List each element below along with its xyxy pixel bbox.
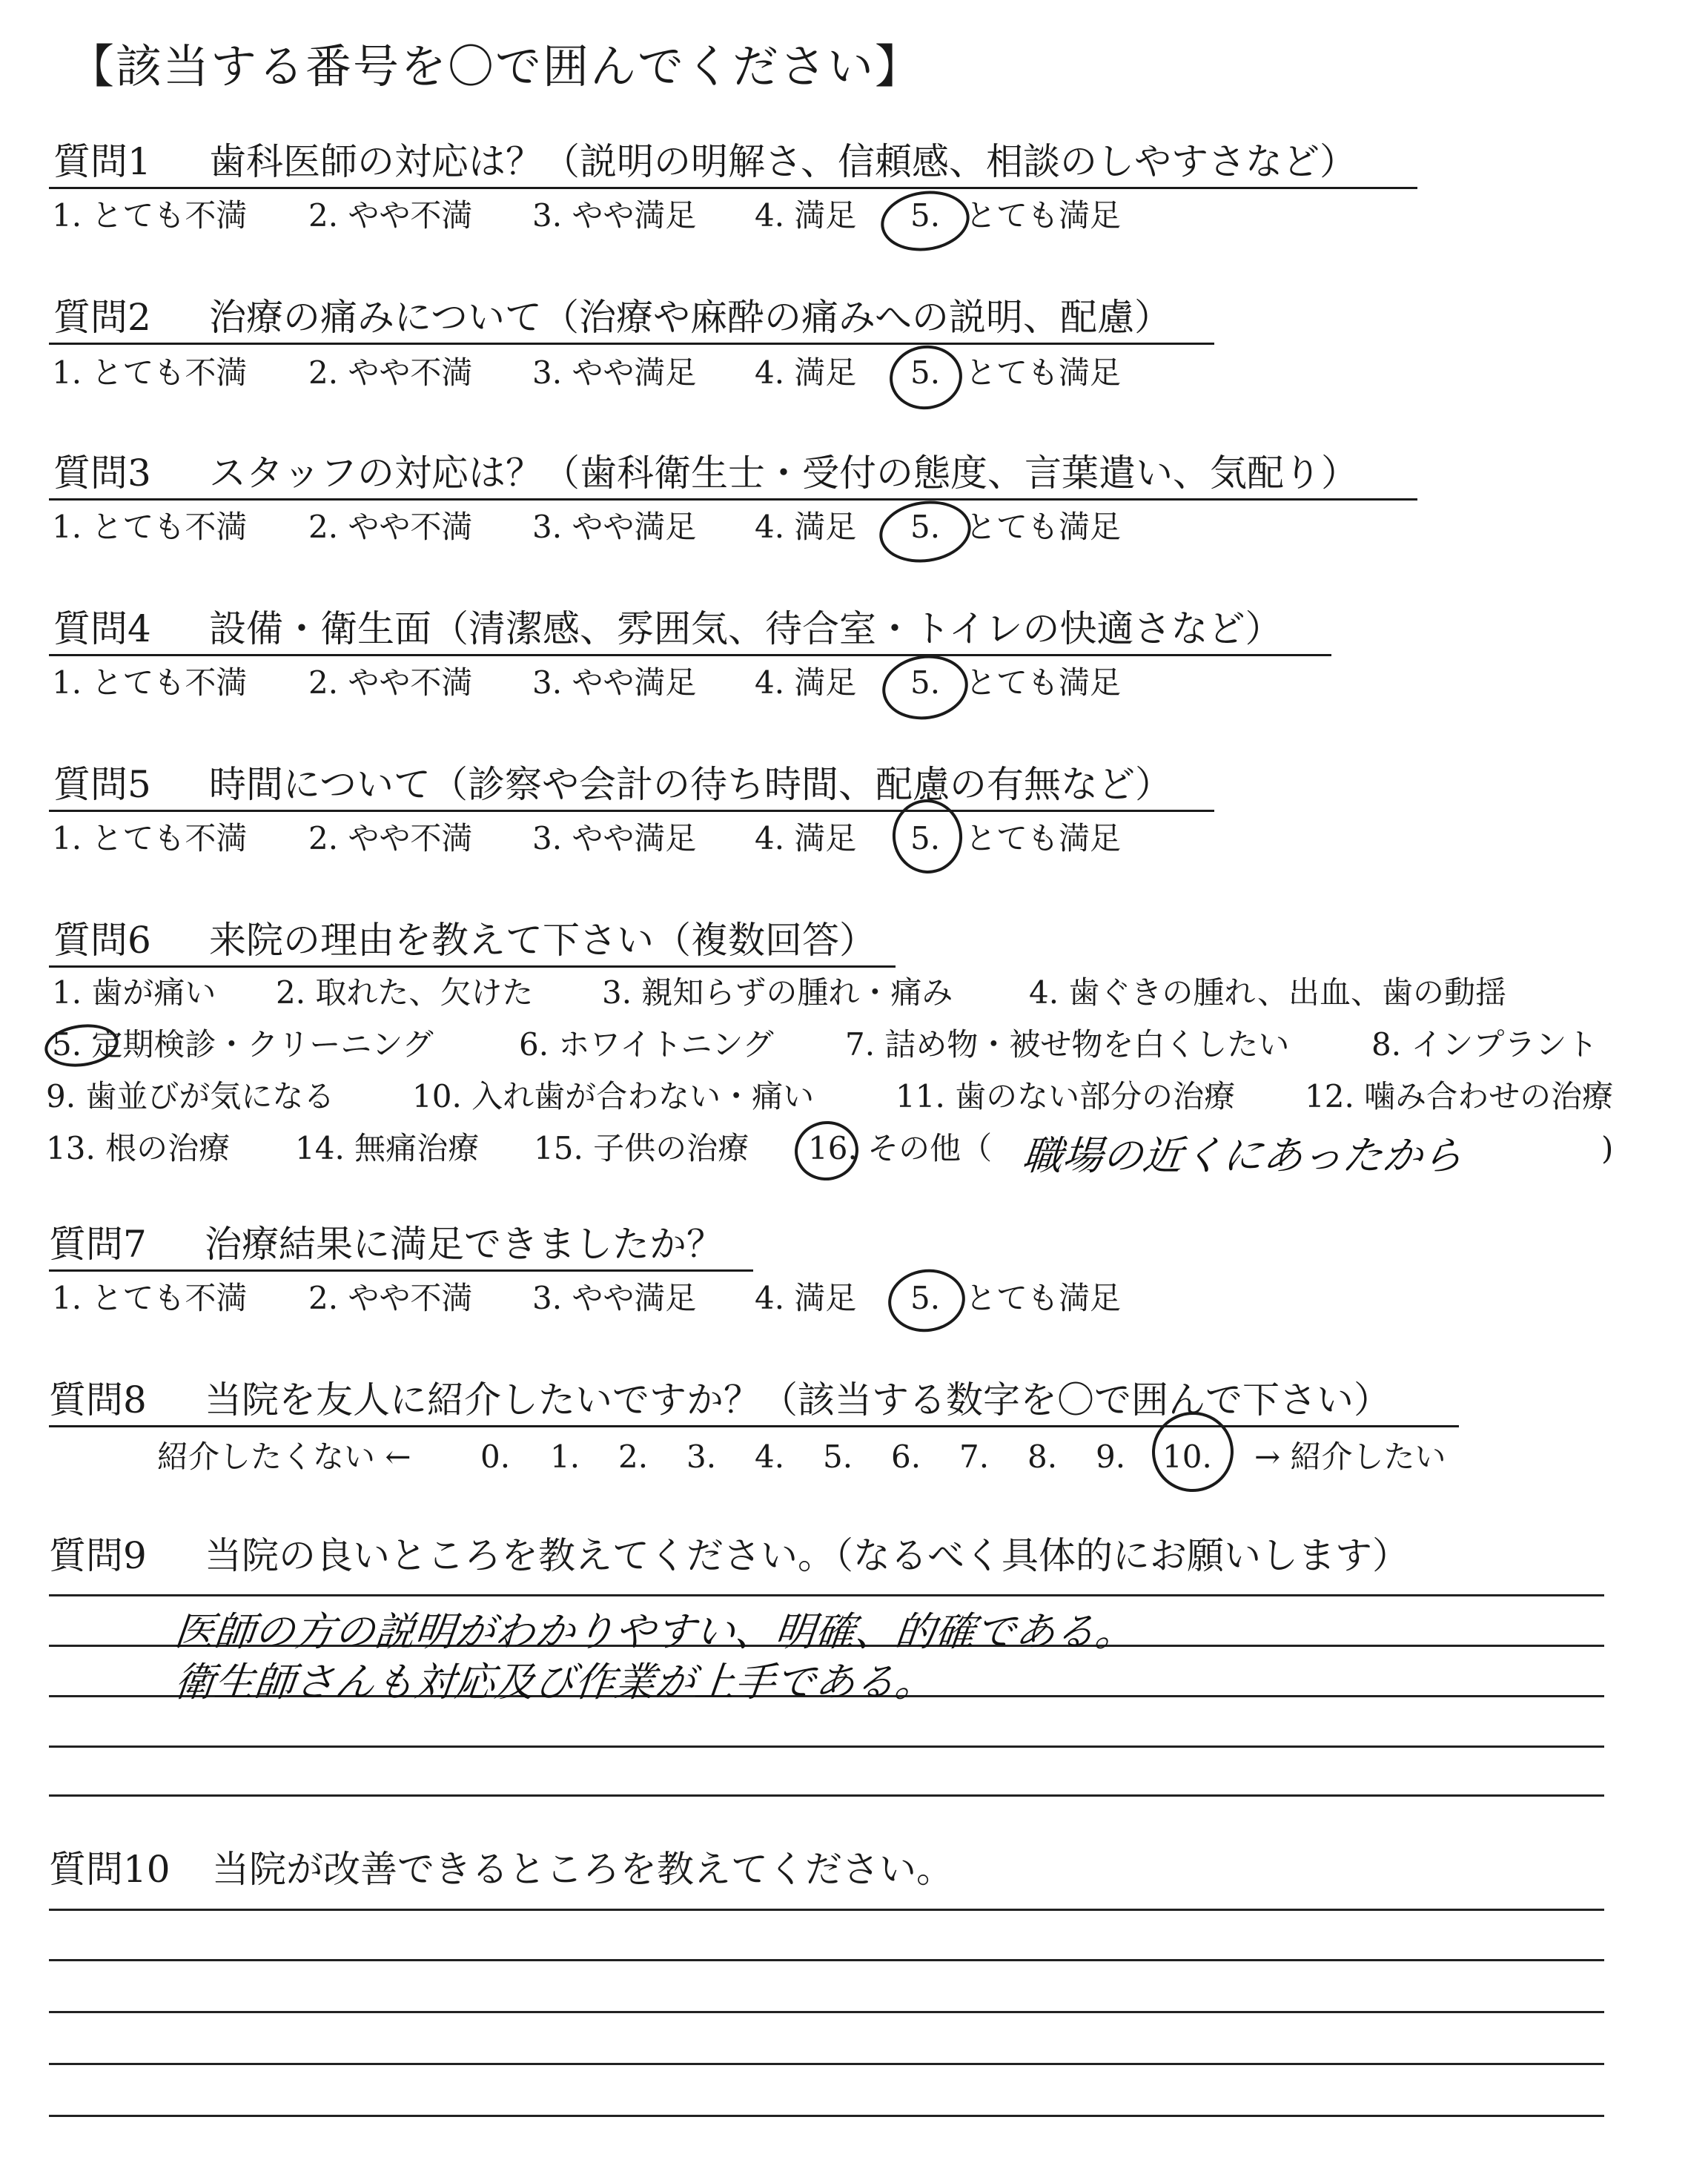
q3-option-4[interactable]: 4. 満足	[755, 509, 857, 545]
q4-selection-circle	[878, 650, 973, 724]
question-8-text: 当院を友人に紹介したいですか？（該当する数字を〇で囲んで下さい）	[205, 1378, 1391, 1421]
q7-option-3[interactable]: 3. やや満足	[532, 1280, 697, 1316]
question-3-underline	[49, 498, 1417, 501]
q3-selection-circle	[875, 495, 975, 568]
question-5-text: 時間について（診察や会計の待ち時間、配慮の有無など）	[209, 763, 1172, 806]
q7-option-2[interactable]: 2. やや不満	[308, 1280, 473, 1316]
q3-option-5[interactable]: 5.	[910, 509, 941, 545]
q8-number-3[interactable]: 3.	[686, 1439, 717, 1475]
q1-option-5[interactable]: 5.	[910, 197, 941, 234]
question-1-number: 質問1	[53, 140, 151, 183]
question-9-number: 質問9	[49, 1534, 147, 1577]
question-5-heading	[53, 763, 1172, 806]
q8-number-9[interactable]: 9.	[1096, 1439, 1126, 1475]
q6-option-9[interactable]: 9. 歯並びが気になる	[46, 1078, 335, 1114]
q6-other-close-paren: )	[1601, 1130, 1614, 1166]
q4-option-1[interactable]: 1. とても不満	[52, 664, 248, 701]
q5-option-1[interactable]: 1. とても不満	[52, 820, 248, 856]
q6-option-1[interactable]: 1. 歯が痛い	[52, 974, 216, 1011]
q6-selection-circle-16	[791, 1117, 862, 1184]
q8-number-4[interactable]: 4.	[755, 1439, 785, 1475]
q7-option-5[interactable]: 5.	[910, 1280, 941, 1316]
q8-number-7[interactable]: 7.	[959, 1439, 990, 1475]
question-9-heading	[49, 1534, 1409, 1577]
q4-option-5-label: とても満足	[965, 664, 1122, 701]
question-4-heading	[53, 607, 1282, 650]
question-3-number: 質問3	[53, 452, 151, 495]
question-3-text: スタッフの対応は？（歯科衛生士・受付の態度、言葉遣い、気配り）	[209, 452, 1358, 495]
q6-option-3[interactable]: 3. 親知らずの腫れ・痛み	[602, 974, 953, 1011]
q6-option-2[interactable]: 2. 取れた、欠けた	[276, 974, 534, 1011]
q6-option-5[interactable]: 5. 定期検診・クリーニング	[52, 1026, 434, 1063]
q8-number-5[interactable]: 5.	[823, 1439, 853, 1475]
q8-right-label: → 紹介したい	[1254, 1439, 1446, 1475]
q6-option-12[interactable]: 12. 噛み合わせの治療	[1305, 1078, 1614, 1114]
question-1-heading	[53, 140, 1357, 183]
q2-option-4[interactable]: 4. 満足	[755, 354, 857, 391]
question-4-number: 質問4	[53, 607, 151, 650]
q8-number-8[interactable]: 8.	[1027, 1439, 1058, 1475]
q1-option-2[interactable]: 2. やや不満	[308, 197, 473, 234]
q4-option-5[interactable]: 5.	[910, 664, 941, 701]
q8-number-2[interactable]: 2.	[618, 1439, 649, 1475]
q5-option-5[interactable]: 5.	[910, 820, 941, 856]
q4-option-3[interactable]: 3. やや満足	[532, 664, 697, 701]
question-1-text: 歯科医師の対応は？（説明の明解さ、信頼感、相談のしやすさなど）	[209, 140, 1357, 183]
q9-handwritten-line-1: 医師の方の説明がわかりやすい、明確、的確である。	[172, 1608, 1138, 1655]
q1-option-3[interactable]: 3. やや満足	[532, 197, 697, 234]
q4-option-2[interactable]: 2. やや不満	[308, 664, 473, 701]
q8-number-1[interactable]: 1.	[550, 1439, 580, 1475]
q5-option-3[interactable]: 3. やや満足	[532, 820, 697, 856]
q2-option-3[interactable]: 3. やや満足	[532, 354, 697, 391]
q2-option-5[interactable]: 5.	[910, 354, 941, 391]
q7-option-5-label: とても満足	[965, 1280, 1122, 1316]
q6-option-13[interactable]: 13. 根の治療	[46, 1130, 231, 1166]
q8-number-6[interactable]: 6.	[891, 1439, 921, 1475]
q1-option-5-label: とても満足	[965, 197, 1122, 234]
q10-answer-line-1	[49, 1909, 1604, 1911]
question-2-underline	[49, 343, 1214, 345]
q5-option-4[interactable]: 4. 満足	[755, 820, 857, 856]
question-7-underline	[49, 1269, 753, 1272]
q10-answer-line-2	[49, 1959, 1604, 1961]
q6-option-4[interactable]: 4. 歯ぐきの腫れ、出血、歯の動揺	[1029, 974, 1506, 1011]
q6-option-14[interactable]: 14. 無痛治療	[295, 1130, 480, 1166]
question-8-underline	[49, 1425, 1459, 1427]
q6-option-16[interactable]: 16. その他（	[808, 1130, 993, 1166]
question-8-number: 質問8	[49, 1378, 147, 1421]
question-10-number: 質問10	[49, 1848, 171, 1891]
question-2-number: 質問2	[53, 296, 151, 339]
q9-handwritten-line-2: 衛生師さんも対応及び作業が上手である。	[172, 1659, 938, 1705]
q5-selection-circle	[887, 795, 967, 878]
q6-other-handwritten-answer: 職場の近くにあったから	[1020, 1132, 1466, 1179]
question-3-heading	[53, 452, 1358, 495]
question-10-text: 当院が改善できるところを教えてください。	[212, 1848, 953, 1891]
q9-answer-line-4	[49, 1745, 1604, 1748]
q8-number-0[interactable]: 0.	[480, 1439, 511, 1475]
question-1-underline	[49, 187, 1417, 189]
q2-option-5-label: とても満足	[965, 354, 1122, 391]
q6-option-15[interactable]: 15. 子供の治療	[534, 1130, 749, 1166]
q7-selection-circle	[884, 1264, 970, 1337]
question-5-number: 質問5	[53, 763, 151, 806]
question-7-text: 治療結果に満足できましたか？	[205, 1223, 724, 1266]
q10-answer-line-3	[49, 2011, 1604, 2013]
q10-answer-line-4	[49, 2063, 1604, 2065]
question-2-text: 治療の痛みについて（治療や麻酔の痛みへの説明、配慮）	[209, 296, 1171, 339]
q3-option-5-label: とても満足	[965, 509, 1122, 545]
q6-option-10[interactable]: 10. 入れ歯が合わない・痛い	[412, 1078, 815, 1114]
q8-left-label: 紹介したくない ←	[157, 1439, 411, 1475]
question-6-number: 質問6	[53, 919, 151, 962]
question-10-heading	[49, 1848, 953, 1891]
q2-option-1[interactable]: 1. とても不満	[52, 354, 248, 391]
q6-option-6[interactable]: 6. ホワイトニング	[519, 1026, 774, 1063]
question-6-heading	[53, 919, 876, 962]
question-4-underline	[49, 654, 1331, 656]
q10-answer-line-5	[49, 2115, 1604, 2117]
q6-option-7[interactable]: 7. 詰め物・被せ物を白くしたい	[845, 1026, 1290, 1063]
q3-option-2[interactable]: 2. やや不満	[308, 509, 473, 545]
q9-answer-line-1	[49, 1594, 1604, 1596]
question-6-underline	[49, 965, 896, 968]
q5-option-5-label: とても満足	[965, 820, 1122, 856]
q2-option-2[interactable]: 2. やや不満	[308, 354, 473, 391]
q1-option-1[interactable]: 1. とても不満	[52, 197, 248, 234]
q7-option-1[interactable]: 1. とても不満	[52, 1280, 248, 1316]
question-6-text: 来院の理由を教えて下さい（複数回答）	[209, 919, 876, 962]
question-7-heading	[49, 1223, 724, 1266]
question-9-text: 当院の良いところを教えてください。（なるべく具体的にお願いします）	[205, 1534, 1409, 1577]
q3-option-1[interactable]: 1. とても不満	[52, 509, 248, 545]
question-5-underline	[49, 810, 1214, 812]
q5-option-2[interactable]: 2. やや不満	[308, 820, 473, 856]
question-4-text: 設備・衛生面（清潔感、雰囲気、待合室・トイレの快適さなど）	[209, 607, 1282, 650]
q6-option-11[interactable]: 11. 歯のない部分の治療	[896, 1078, 1236, 1114]
q7-option-4[interactable]: 4. 満足	[755, 1280, 857, 1316]
q3-option-3[interactable]: 3. やや満足	[532, 509, 697, 545]
q2-selection-circle	[885, 341, 966, 415]
q1-selection-circle	[877, 185, 973, 257]
q6-option-8[interactable]: 8. インプラント	[1371, 1026, 1598, 1063]
q4-option-4[interactable]: 4. 満足	[755, 664, 857, 701]
page-title: 【該当する番号を〇で囲んでください】	[68, 39, 923, 93]
q8-number-10[interactable]: 10.	[1162, 1439, 1212, 1475]
question-7-number: 質問7	[49, 1223, 147, 1266]
question-2-heading	[53, 296, 1171, 339]
q1-option-4[interactable]: 4. 満足	[755, 197, 857, 234]
q9-answer-line-5	[49, 1794, 1604, 1797]
